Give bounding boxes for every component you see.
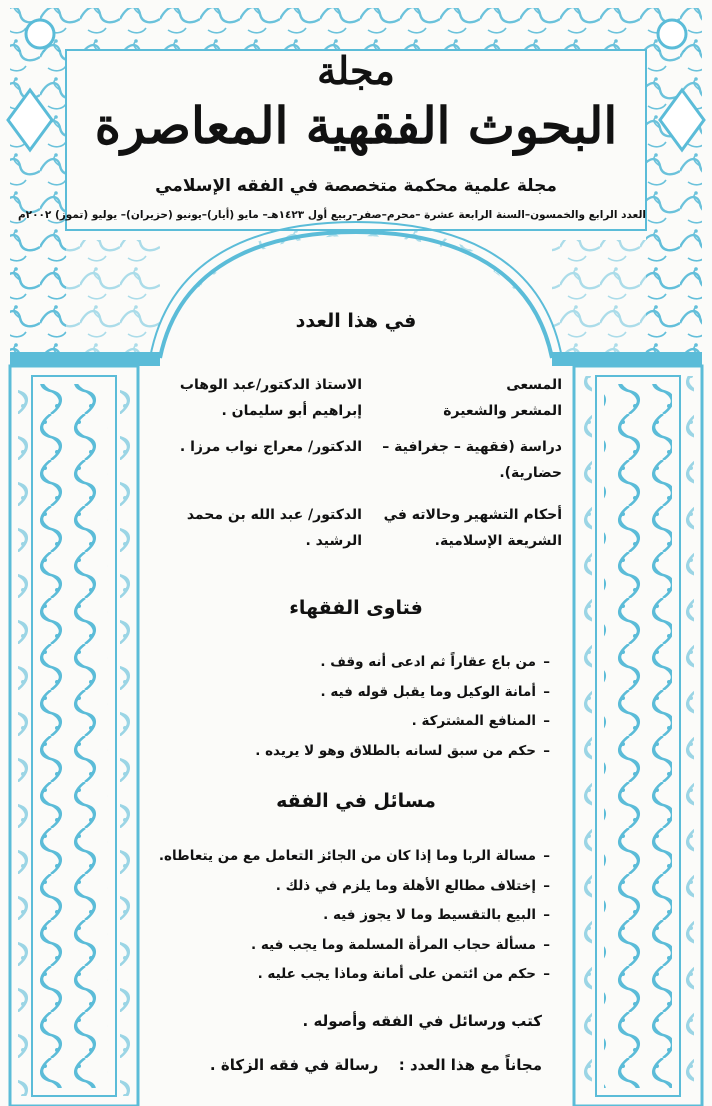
- article-author-line: الاستاذ الدكتور/عبد الوهاب: [179, 377, 362, 393]
- list-item: –البيع بالتقسيط وما لا يجوز فيه .: [323, 907, 550, 923]
- article-item: [150, 434, 562, 496]
- free-gift-label: مجاناً مع هذا العدد :: [398, 1056, 542, 1074]
- article-author-line: الرشيد .: [305, 533, 362, 549]
- list-item: –حكم من سبق لسانه بالطلاق وهو لا يريده .: [255, 742, 550, 759]
- article-author-line: الدكتور/ عبد الله بن محمد: [186, 507, 362, 523]
- masail-list: [150, 842, 550, 990]
- list-item: –من باع عقاراً ثم ادعى أنه وقف .: [320, 654, 550, 670]
- article-author-line: الدكتور/ معراج نواب مرزا .: [179, 439, 362, 455]
- free-gift-line: [150, 1056, 542, 1074]
- magazine-subtitle: مجلة علمية محكمة متخصصة في الفقه الإسلامي: [155, 176, 557, 196]
- books-line: كتب ورسائل في الفقه وأصوله .: [302, 1012, 542, 1030]
- issue-info: العدد الرابع والخمسون–السنة الرابعة عشرة –محرم–صفر–ربيع أول ١٤٢٣هـ– مايو (أيار)–يونيو (حزيران)– يوليو (تموز) ٢٠٠٢م: [17, 209, 646, 221]
- article-title-line: المشعر والشعيرة: [443, 403, 562, 419]
- list-item: –مسالة الربا وما إذا كان من الجائز التعامل مع من يتعاطاه.: [158, 848, 550, 864]
- article-list: [150, 372, 562, 564]
- fatawa-heading: فتاوى الفقهاء: [289, 597, 423, 619]
- list-item: –المنافع المشتركة .: [411, 713, 550, 729]
- article-title-line: المسعى: [506, 377, 562, 393]
- list-item: –حكم من ائتمن على أمانة وماذا يجب عليه .: [257, 966, 550, 982]
- fatawa-list: [150, 648, 550, 766]
- article-title-line: دراسة (فقهية – جغرافية –: [382, 439, 562, 455]
- list-item: –أمانة الوكيل وما يقبل قوله فيه .: [320, 683, 550, 700]
- article-title-line: أحكام التشهير وحالاته في: [383, 507, 562, 523]
- list-item: –مسألة حجاب المرأة المسلمة وما يجب فيه .: [251, 936, 550, 953]
- article-author-line: إبراهيم أبو سليمان .: [221, 403, 362, 419]
- article-title-line: الشريعة الإسلامية.: [434, 533, 562, 549]
- article-title-line: حضارية).: [499, 465, 562, 481]
- article-item: [150, 502, 562, 564]
- magazine-title: البحوث الفقهية المعاصرة: [94, 96, 618, 155]
- magazine-label: مجلة: [317, 48, 395, 93]
- free-gift-value: رسالة في فقه الزكاة .: [209, 1056, 379, 1074]
- list-item: –إختلاف مطالع الأهلة وما يلزم في ذلك .: [275, 877, 550, 894]
- masail-heading: مسائل في الفقه: [276, 790, 436, 812]
- article-item: [150, 372, 562, 434]
- in-this-issue-heading: في هذا العدد: [295, 310, 417, 332]
